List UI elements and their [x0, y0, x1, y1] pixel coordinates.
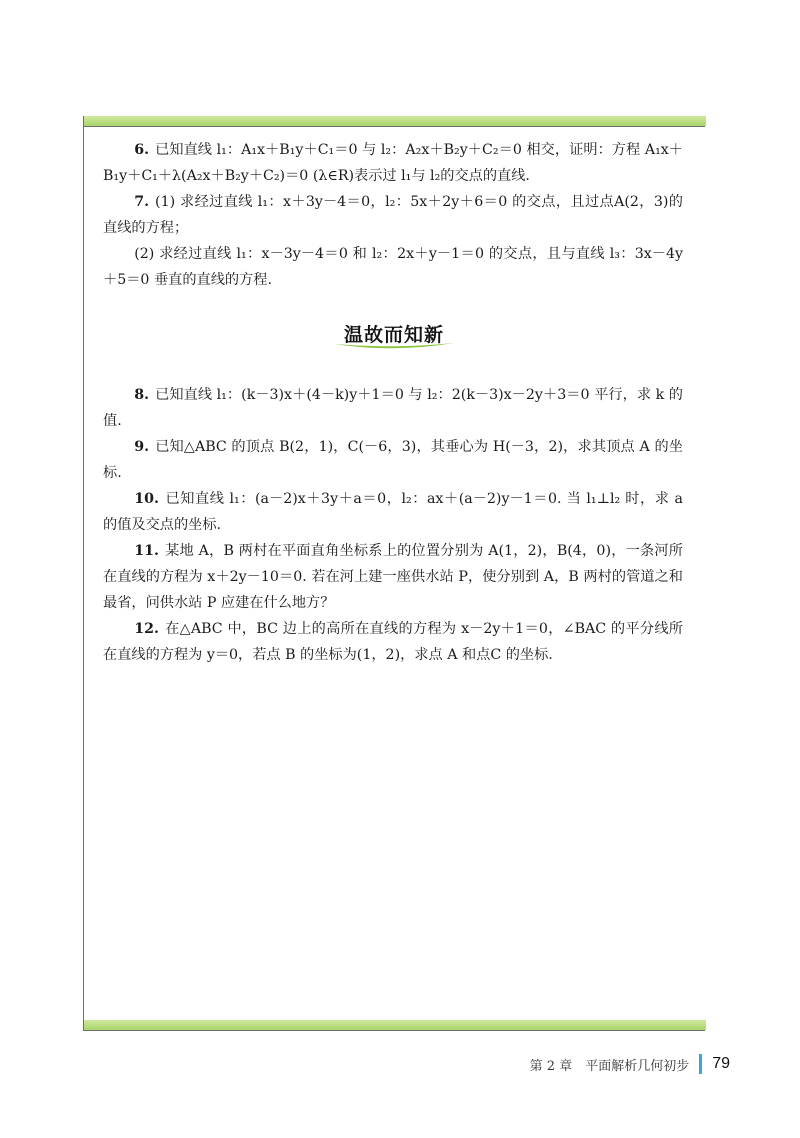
problem-text: 已知△ABC 的顶点 B(2，1)，C(－6，3)，其垂心为 H(－3，2)，求其顶点 A 的坐标. [103, 439, 683, 481]
problem-text: 某地 A，B 两村在平面直角坐标系上的位置分别为 A(1，2)，B(4，0)，一条河所在直线的方程为 x＋2y－10＝0. 若在河上建一座供水站 P，使分别到 A，B 两村的管道之和最省，问供水站 P 应建在什么地方？ [103, 543, 683, 611]
problem-10 [103, 486, 683, 538]
bottom-rule [83, 1030, 705, 1031]
problem-number: 6. [134, 142, 150, 158]
problem-number: 9. [134, 439, 150, 455]
exercise-block-2 [103, 382, 683, 668]
problem-number: 8. [134, 387, 150, 403]
problem-number: 11. [134, 543, 159, 559]
problem-9 [103, 434, 683, 486]
page-number: 79 [712, 1055, 730, 1072]
heading-swoosh-icon [332, 338, 456, 352]
problem-7-part-1 [103, 189, 683, 241]
bottom-green-band [84, 1020, 706, 1030]
footer-accent-bar [699, 1054, 702, 1074]
section-heading-title: 温故而知新 [343, 324, 444, 346]
top-rule [83, 126, 705, 127]
problem-text: 已知直线 l₁：(a－2)x＋3y＋a＝0，l₂：ax＋(a－2)y－1＝0. 当 l₁⊥l₂ 时，求 a 的值及交点的坐标. [103, 491, 683, 533]
chapter-title: 第 2 章 平面解析几何初步 [529, 1058, 690, 1074]
problem-text: 已知直线 l₁：A₁x＋B₁y＋C₁＝0 与 l₂：A₂x＋B₂y＋C₂＝0 相交，证明：方程 A₁x＋B₁y＋C₁＋λ(A₂x＋B₂y＋C₂)＝0 (λ∈R)表示过 l₁与 l₂的交点的直线. [103, 142, 683, 184]
problem-text: (1) 求经过直线 l₁：x＋3y－4＝0，l₂：5x＋2y＋6＝0 的交点，且过点A(2，3)的直线的方程； [103, 194, 683, 236]
problem-number: 12. [134, 621, 159, 637]
top-green-band [84, 116, 706, 126]
problem-8 [103, 382, 683, 434]
problem-12 [103, 616, 683, 668]
problem-7-part-2 [103, 241, 683, 293]
problem-number: 7. [134, 194, 150, 210]
page-footer [530, 1053, 730, 1075]
problem-text: 在△ABC 中，BC 边上的高所在直线的方程为 x－2y＋1＝0，∠BAC 的平分线所在直线的方程为 y＝0，若点 B 的坐标为(1，2)，求点 A 和点C 的坐标. [103, 621, 683, 663]
section-heading [332, 318, 456, 352]
exercise-block-1 [103, 137, 683, 293]
problem-6 [103, 137, 683, 189]
problem-11 [103, 538, 683, 616]
problem-text: 已知直线 l₁：(k－3)x＋(4－k)y＋1＝0 与 l₂：2(k－3)x－2y＋3＝0 平行，求 k 的值. [103, 387, 683, 429]
problem-text: (2) 求经过直线 l₁：x－3y－4＝0 和 l₂：2x＋y－1＝0 的交点，且与直线 l₃：3x－4y＋5＝0 垂直的直线的方程. [103, 246, 683, 288]
problem-number: 10. [134, 491, 159, 507]
